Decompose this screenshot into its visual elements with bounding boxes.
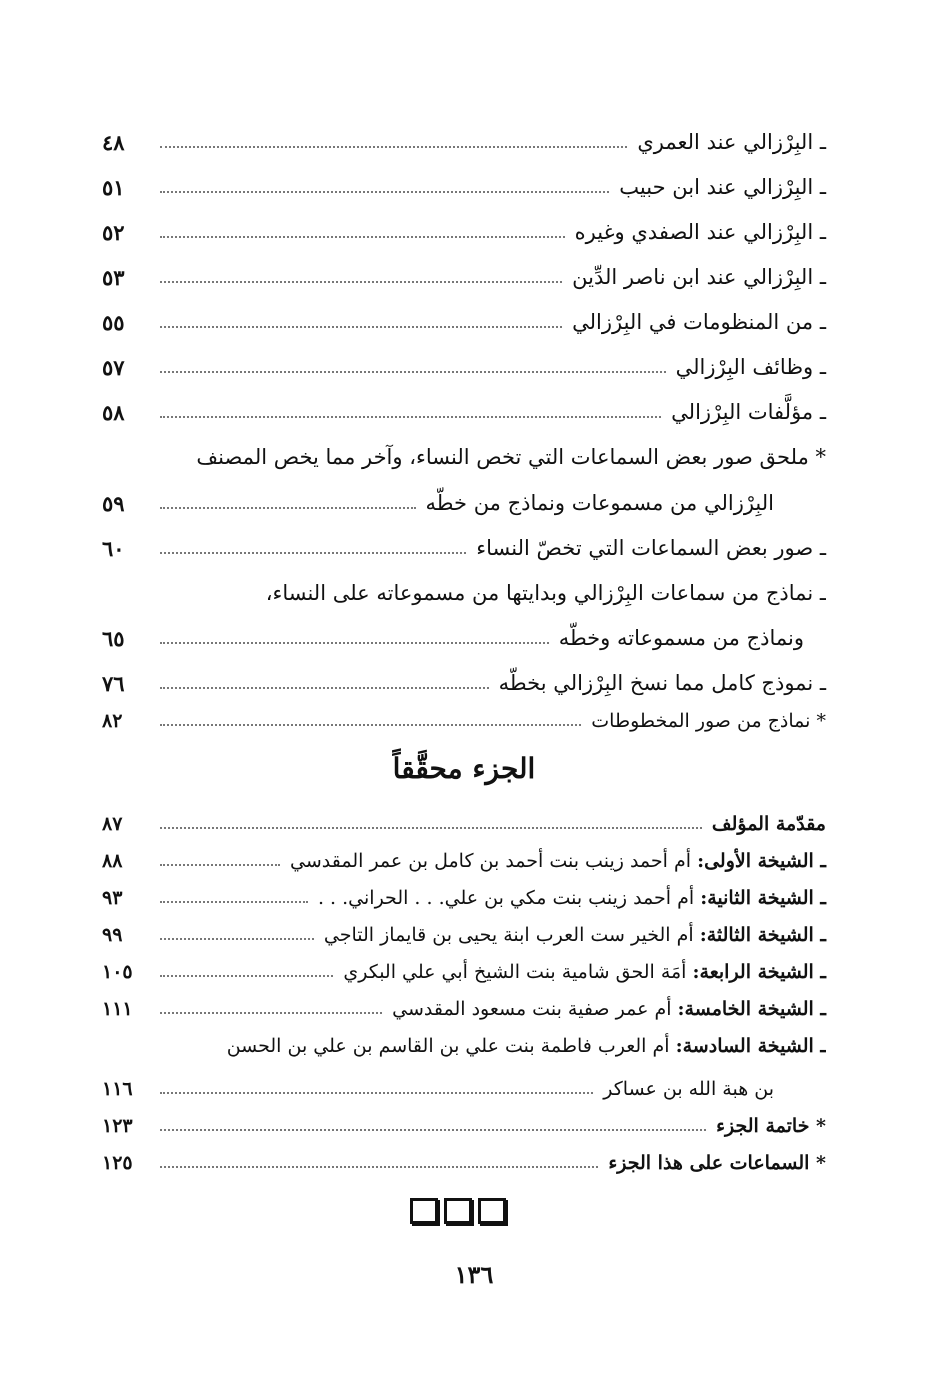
toc-entry-label: ـ البِرْزالي عند ابن حبيب — [619, 174, 826, 199]
toc-page-number: ٨٧ — [102, 813, 123, 836]
toc-entry-label: ـ صور بعض السماعات التي تخصّ النساء — [476, 535, 826, 560]
dot-leader — [160, 864, 280, 866]
dot-leader — [160, 552, 466, 554]
shaykha-title: ـ الشيخة الثانية: — [700, 887, 826, 910]
toc-entry — [102, 949, 826, 986]
toc-entry-label — [324, 924, 826, 949]
toc-entry — [102, 912, 826, 949]
toc-entry-label: ـ مؤلَّفات البِرْزالي — [671, 399, 826, 424]
toc-entry-label: ـ البِرْزالي عند الصفدي وغيره — [574, 219, 826, 244]
toc-entry-label: ـ البِرْزالي عند العمري — [637, 129, 826, 154]
toc-entry — [102, 337, 826, 382]
toc-entry-label: ـ نماذج من سماعات البِرْزالي وبدايتها من مسموعاته على النساء، — [265, 580, 826, 605]
dot-leader — [160, 901, 308, 903]
toc-entry-label: ـ البِرْزالي عند ابن ناصر الدِّين — [572, 264, 826, 289]
toc-entry-label: * نماذج من صور المخطوطات — [591, 710, 826, 733]
toc-entry — [102, 202, 826, 247]
toc-page-number: ٥١ — [102, 174, 125, 200]
toc-entry-label — [290, 850, 826, 875]
toc-entry-label: ـ وظائف البِرْزالي — [675, 354, 826, 379]
dot-leader — [160, 1129, 706, 1131]
toc-page-number: ٥٥ — [102, 309, 125, 335]
toc-entry — [102, 1103, 826, 1140]
toc-entry — [102, 382, 826, 427]
toc-entry — [102, 698, 826, 735]
dot-leader — [160, 236, 565, 238]
toc-entry — [102, 518, 826, 563]
table-of-contents — [102, 112, 826, 1177]
toc-page-number: ١١٦ — [102, 1078, 133, 1101]
shaykha-title: ـ الشيخة السادسة: — [675, 1035, 826, 1058]
toc-entry-label: ـ نموذج كامل مما نسخ البِرْزالي بخطّه — [498, 670, 826, 695]
dot-leader — [160, 371, 666, 373]
toc-entry-label — [318, 887, 826, 912]
toc-entry — [102, 157, 826, 202]
toc-page-number: ٧٦ — [102, 670, 125, 696]
dot-leader — [160, 146, 627, 148]
toc-entry-label: ونماذج من مسموعاته وخطّه — [558, 625, 804, 650]
shaykha-name: أم العرب فاطمة بنت علي بن القاسم بن علي بن الحسن — [226, 1035, 670, 1058]
toc-entry-label: * خاتمة الجزء — [716, 1115, 826, 1138]
toc-page-number: ٩٩ — [102, 924, 123, 947]
toc-entry-continuation — [102, 608, 826, 653]
toc-entry-label — [343, 961, 826, 986]
dot-leader — [160, 191, 609, 193]
toc-entry-label: * ملحق صور بعض السماعات التي تخص النساء، وآخر مما يخص المصنف — [196, 444, 826, 469]
square-ornament-icon — [444, 1198, 472, 1224]
ornament-boxes — [410, 1198, 506, 1226]
dot-leader — [160, 975, 333, 977]
toc-entry — [102, 653, 826, 698]
shaykha-name: أم أحمد زينب بنت مكي بن علي. . . الحراني. . . — [317, 887, 695, 910]
shaykha-name: أمَة الحق شامية بنت الشيخ أبي علي البكري — [343, 961, 687, 984]
toc-entry-label: بن هبة الله بن عساكر — [603, 1078, 774, 1101]
shaykha-name: أم عمر صفية بنت مسعود المقدسي — [392, 998, 672, 1021]
square-ornament-icon — [410, 1198, 438, 1224]
toc-entry — [102, 986, 826, 1023]
toc-page-number: ٥٣ — [102, 264, 125, 290]
toc-entry — [102, 1140, 826, 1177]
toc-entry — [102, 292, 826, 337]
toc-page-number: ١٢٥ — [102, 1152, 133, 1175]
square-ornament-icon — [478, 1198, 506, 1224]
toc-page-number: ٦٠ — [102, 535, 125, 561]
toc-entry — [102, 875, 826, 912]
toc-page-number: ٩٣ — [102, 887, 123, 910]
dot-leader — [160, 326, 562, 328]
toc-page-number: ٤٨ — [102, 129, 125, 155]
toc-page-number: ٦٥ — [102, 625, 125, 651]
toc-entry-label — [392, 998, 826, 1023]
shaykha-title: ـ الشيخة الأولى: — [697, 850, 826, 873]
toc-entry-wrapped-line — [102, 1023, 826, 1060]
toc-entry-continuation — [102, 1060, 826, 1103]
shaykha-title: ـ الشيخة الثالثة: — [699, 924, 826, 947]
shaykha-title: ـ الشيخة الرابعة: — [692, 961, 826, 984]
dot-leader — [160, 281, 562, 283]
toc-entry — [102, 112, 826, 157]
dot-leader — [160, 416, 661, 418]
toc-page-number: ١١١ — [102, 998, 133, 1021]
toc-entry-label: البِرْزالي من مسموعات ونماذج من خطّه — [425, 490, 774, 515]
dot-leader — [160, 724, 581, 726]
toc-page-number: ٥٨ — [102, 399, 125, 425]
toc-entry — [102, 801, 826, 838]
toc-entry-label: * السماعات على هذا الجزء — [608, 1152, 826, 1175]
dot-leader — [160, 642, 549, 644]
toc-entry-wrapped-line — [102, 427, 826, 472]
dot-leader — [160, 1012, 382, 1014]
toc-entry-continuation — [102, 472, 826, 518]
toc-page-number: ٥٢ — [102, 219, 125, 245]
shaykha-name: أم الخير ست العرب ابنة يحيى بن قايماز التاجي — [323, 924, 694, 947]
toc-page-number: ٥٧ — [102, 354, 125, 380]
toc-entry-label: مقدّمة المؤلف — [711, 813, 826, 836]
toc-page-number: ٨٨ — [102, 850, 123, 873]
section-heading: الجزء محقَّقاً — [392, 751, 536, 785]
toc-entry — [102, 247, 826, 292]
toc-entry-wrapped-line — [102, 563, 826, 608]
toc-entry-label: ـ من المنظومات في البِرْزالي — [572, 309, 826, 334]
dot-leader — [160, 938, 314, 940]
toc-page-number: ١٠٥ — [102, 961, 133, 984]
dot-leader — [160, 827, 702, 829]
shaykha-name: أم أحمد زينب بنت أحمد بن كامل بن عمر المقدسي — [290, 850, 692, 873]
shaykha-title: ـ الشيخة الخامسة: — [677, 998, 826, 1021]
dot-leader — [160, 507, 416, 509]
toc-entry — [102, 838, 826, 875]
dot-leader — [160, 687, 489, 689]
toc-page-number: ٥٩ — [102, 490, 125, 516]
page-number: ١٣٦ — [454, 1260, 494, 1289]
toc-page-number: ١٢٣ — [102, 1115, 133, 1138]
dot-leader — [160, 1166, 598, 1168]
dot-leader — [160, 1092, 593, 1094]
toc-entry-label — [227, 1035, 826, 1060]
toc-page-number: ٨٢ — [102, 710, 123, 733]
